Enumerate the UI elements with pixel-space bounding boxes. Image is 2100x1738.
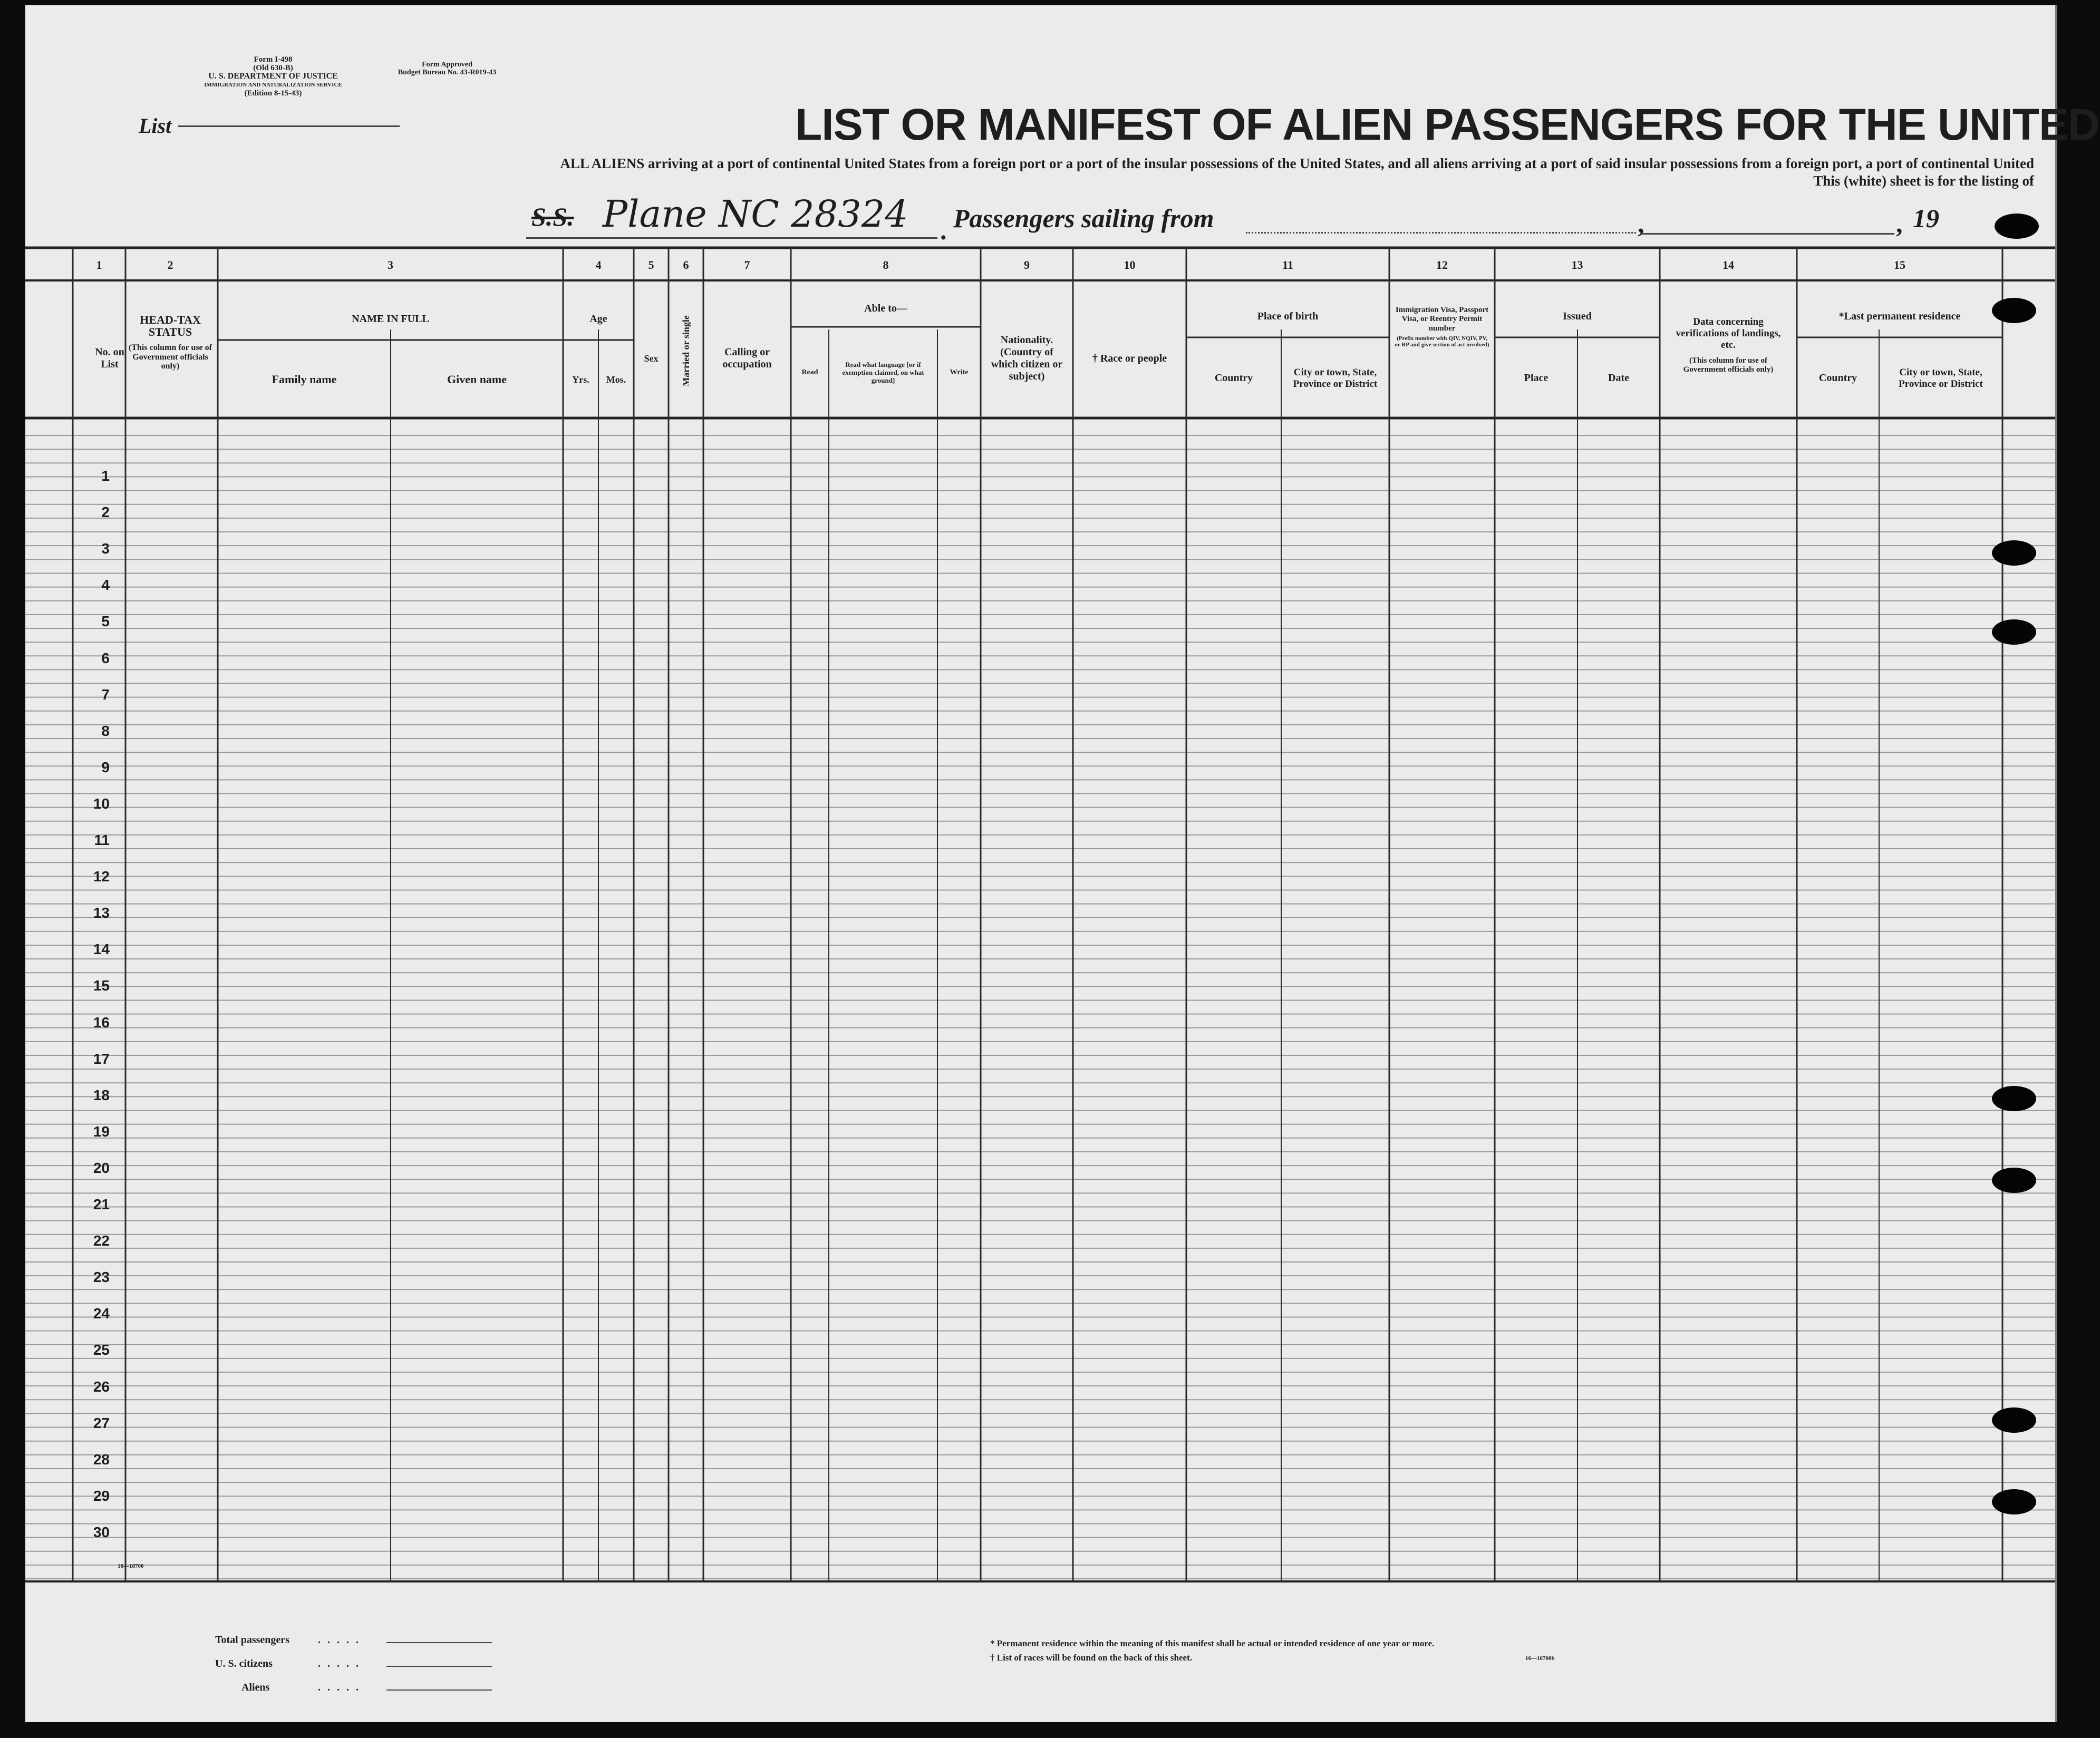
row-number: 26 <box>93 1378 110 1395</box>
col-11-header: Place of birth <box>1257 310 1319 322</box>
col-9-number: 9 <box>1024 258 1030 272</box>
row-number: 8 <box>101 722 110 739</box>
row-number: 27 <box>93 1414 110 1431</box>
col-14-number: 14 <box>1722 258 1734 272</box>
total-passengers-dots: . . . . . <box>318 1634 361 1646</box>
col-3-header: NAME IN FULL <box>352 313 429 325</box>
form-edition: (Edition 8-15-43) <box>244 89 302 98</box>
service-name: IMMIGRATION AND NATURALIZATION SERVICE <box>204 82 342 88</box>
us-citizens-label: U. S. citizens <box>215 1658 273 1669</box>
col-10-header: † Race or people <box>1092 352 1167 364</box>
row-number: 1 <box>101 468 110 484</box>
read-header: Read <box>801 368 818 377</box>
verification-label: Data concerning verifications of landings, etc. <box>1676 316 1781 351</box>
col-11-number: 11 <box>1282 258 1293 272</box>
row-number: 14 <box>93 941 110 958</box>
us-citizens-field[interactable] <box>386 1666 492 1667</box>
col-12-header <box>1389 306 1495 348</box>
row-number: 2 <box>101 504 110 521</box>
col-15-number: 15 <box>1894 258 1905 272</box>
row-number: 23 <box>93 1269 110 1286</box>
footnote-code: 16—18700b <box>1525 1655 1555 1662</box>
row-number: 19 <box>93 1123 110 1140</box>
col-1-header: No. on List <box>95 346 124 370</box>
row-number: 3 <box>101 540 110 557</box>
form-old-number: (Old 630-B) <box>253 64 293 72</box>
col-7-header: Calling or occupation <box>722 346 772 370</box>
aliens-dots: . . . . . <box>318 1682 361 1693</box>
col-6-number: 6 <box>683 258 689 272</box>
birth-country-header: Country <box>1214 372 1253 384</box>
col-5-header: Sex <box>644 353 659 364</box>
total-passengers-label: Total passengers <box>215 1634 289 1646</box>
issued-date-header: Date <box>1608 372 1629 384</box>
row-number: 10 <box>93 795 110 812</box>
residence-country-header: Country <box>1818 372 1857 384</box>
manifest-sheet <box>25 5 2099 1722</box>
sailing-label: Passengers sailing from <box>953 203 1214 233</box>
budget-number: Budget Bureau No. 43-R019-43 <box>398 69 497 76</box>
col-13-number: 13 <box>1571 258 1583 272</box>
col-7-number: 7 <box>744 258 750 272</box>
row-number: 30 <box>93 1523 110 1540</box>
verification-note: (This column for use of Government officials only) <box>1683 356 1774 374</box>
write-header: Write <box>950 368 969 377</box>
visa-label: Immigration Visa, Passport Visa, or Reentry Permit number <box>1395 306 1489 333</box>
birth-city-header: City or town, State, Province or District <box>1293 366 1378 390</box>
form-number: Form I-498 <box>254 55 293 64</box>
row-number: 15 <box>93 977 110 994</box>
ss-label: S.S. <box>531 202 574 231</box>
col-4-header: Age <box>589 313 607 325</box>
row-number: 5 <box>101 613 110 630</box>
punch-hole <box>1992 540 2036 566</box>
col-2-header <box>125 314 215 371</box>
col-4-number: 4 <box>595 258 602 272</box>
visa-note: (Prefix number with QIV, NQIV, PV, or RP and give section of act involved) <box>1395 335 1489 348</box>
read-language-header: Read what language [or if exemption claimed, on what ground] <box>842 361 924 384</box>
row-number: 6 <box>101 649 110 666</box>
issued-place-header: Place <box>1524 372 1549 384</box>
page-title: LIST OR MANIFEST OF ALIEN PASSENGERS FOR THE UNITED <box>795 100 2099 149</box>
year-prefix: 19 <box>1913 203 1939 233</box>
punch-hole <box>1992 1489 2036 1514</box>
col-2-number: 2 <box>167 258 173 272</box>
punch-hole <box>1992 298 2036 323</box>
punch-hole <box>1995 213 2039 239</box>
row-number: 16 <box>93 1014 110 1031</box>
punch-hole <box>1992 1168 2036 1193</box>
vessel-dot: . <box>940 216 947 245</box>
age-months-header: Mos. <box>606 374 626 385</box>
col-3-number: 3 <box>388 258 393 272</box>
row-number: 13 <box>93 905 110 921</box>
row-number: 7 <box>101 686 110 703</box>
year-comma: , <box>1896 209 1903 238</box>
col-6-header: Married or single <box>680 315 691 386</box>
total-passengers-field[interactable] <box>386 1642 492 1643</box>
row-number: 21 <box>93 1196 110 1212</box>
row-number: 22 <box>93 1232 110 1249</box>
department-name: U. S. DEPARTMENT OF JUSTICE <box>208 72 338 81</box>
row-number: 24 <box>93 1305 110 1322</box>
row-number: 18 <box>93 1086 110 1103</box>
head-tax-label: HEAD-TAX STATUS <box>140 313 201 339</box>
residence-city-header: City or town, State, Province or District <box>1899 366 1983 390</box>
col-14-header <box>1660 316 1797 374</box>
row-number: 9 <box>101 759 110 775</box>
print-code: 16—18700 <box>118 1563 144 1569</box>
aliens-field[interactable] <box>386 1690 492 1691</box>
age-years-header: Yrs. <box>572 374 589 385</box>
col-9-header: Nationality. (Country of which citizen or subject) <box>991 334 1063 382</box>
col-8-header: Able to— <box>864 302 907 314</box>
col-12-number: 12 <box>1436 258 1448 272</box>
row-number: 20 <box>93 1159 110 1176</box>
row-number: 12 <box>93 868 110 885</box>
given-name-header: Given name <box>447 373 507 386</box>
sailing-comma: , <box>1638 209 1644 238</box>
col-6-header-wrap <box>669 285 703 416</box>
footnote-residence: * Permanent residence within the meaning of this manifest shall be actual or intended residence of one year or more. <box>990 1638 1435 1648</box>
row-number: 17 <box>93 1050 110 1067</box>
punch-hole <box>1992 1407 2036 1433</box>
us-citizens-dots: . . . . . <box>318 1658 361 1669</box>
col-13-header: Issued <box>1563 310 1592 322</box>
row-number: 4 <box>101 577 110 594</box>
col-15-header: *Last permanent residence <box>1838 310 1961 322</box>
family-name-header: Family name <box>272 373 337 386</box>
row-number: 11 <box>94 832 110 848</box>
aliens-label: Aliens <box>241 1682 270 1693</box>
row-number: 25 <box>93 1342 110 1358</box>
vessel-name-handwritten: Plane NC 28324 <box>603 192 908 236</box>
col-5-number: 5 <box>648 258 654 272</box>
col-1-number: 1 <box>96 258 102 272</box>
head-tax-note: (This column for use of Government officials only) <box>129 343 212 371</box>
subtitle-line-1: ALL ALIENS arriving at a port of continental United States from a foreign port or a port of the insular possessions of the United States, and all aliens arriving at a port of said insular possessions from a foreign port, a port of continental United <box>560 156 2034 171</box>
row-number: 28 <box>93 1451 110 1468</box>
col-8-number: 8 <box>883 258 889 272</box>
col-10-number: 10 <box>1124 258 1136 272</box>
footnote-races: † List of races will be found on the back of this sheet. <box>990 1653 1192 1663</box>
punch-hole <box>1992 1086 2036 1111</box>
approval-text: Form Approved <box>422 61 472 69</box>
row-number: 29 <box>93 1487 110 1504</box>
punch-hole <box>1992 619 2036 645</box>
list-label: List <box>139 114 172 138</box>
subtitle-line-2: This (white) sheet is for the listing of <box>1813 173 2034 189</box>
